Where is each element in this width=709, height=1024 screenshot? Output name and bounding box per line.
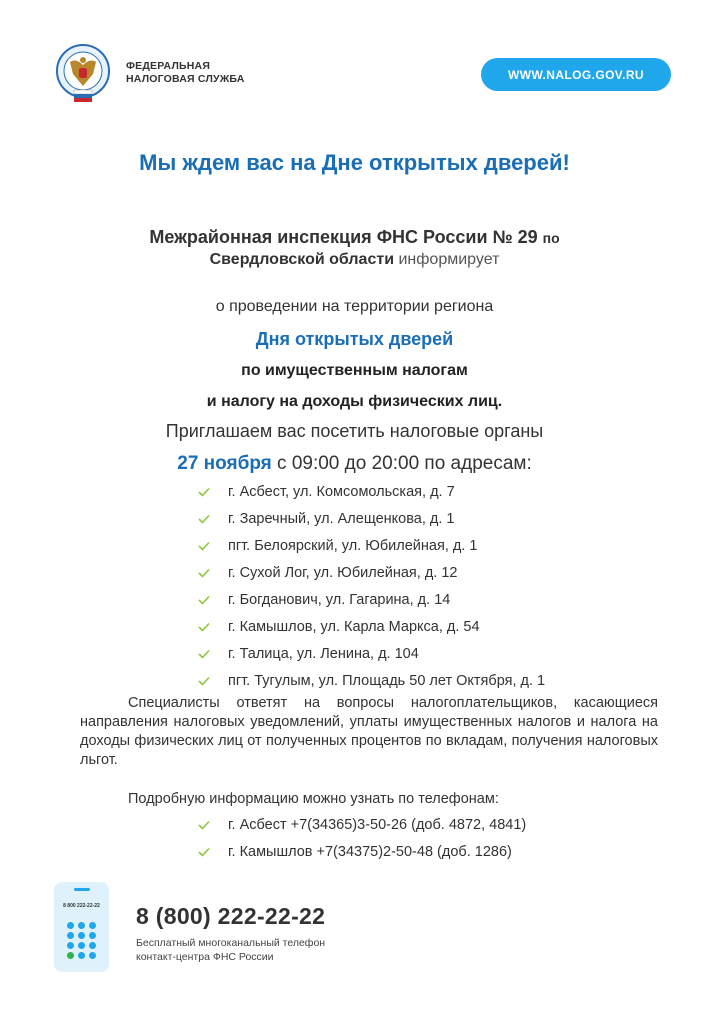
phone-speaker (74, 888, 90, 891)
address-item (198, 564, 458, 582)
event-title: Дня открытых дверей (255, 329, 454, 349)
address-text: г. Талица, ул. Ленина, д. 104 (228, 646, 419, 662)
inspection-name: Межрайонная инспекция ФНС России № 29 (149, 227, 538, 247)
phone-text: г. Камышлов +7(34375)2-50-48 (доб. 1286) (228, 844, 512, 860)
intro-text: о проведении на территории региона (215, 298, 494, 315)
check-icon (198, 847, 210, 857)
phone-item (198, 816, 526, 834)
description-paragraph: Специалисты ответят на вопросы налогоплательщиков, касающиеся направления налоговых уведомлений, уплаты имущественных налогов и налога на доходы физических лиц от полученных процентов по вкладам, получения налоговых льгот. (80, 695, 658, 768)
address-text: пгт. Тугулым, ул. Площадь 50 лет Октября, д. 1 (228, 673, 546, 689)
date-line (0, 453, 709, 475)
address-text: г. Сухой Лог, ул. Юбилейная, д. 12 (228, 565, 458, 581)
event-line2: и налогу на доходы физических лиц. (206, 393, 503, 410)
phone-device-icon (54, 882, 109, 972)
org-name-line1: ФЕДЕРАЛЬНАЯ (126, 60, 211, 72)
check-icon (198, 595, 210, 605)
check-icon (198, 820, 210, 830)
event-time: с 09:00 до 20:00 по адресам: (277, 453, 532, 474)
phone-screen-number: 8 800 222-22-22 (63, 903, 100, 909)
check-icon (198, 487, 210, 497)
hotline-desc-line1: Бесплатный многоканальный телефон (136, 937, 326, 949)
organization-name (126, 60, 245, 86)
address-text: г. Заречный, ул. Алещенкова, д. 1 (228, 511, 455, 527)
check-icon (198, 676, 210, 686)
inspection-line1 (0, 227, 709, 248)
page-title: Мы ждем вас на Дне открытых дверей! (139, 150, 570, 175)
address-item (198, 510, 455, 528)
check-icon (198, 622, 210, 632)
address-text: г. Асбест, ул. Комсомольская, д. 7 (228, 484, 455, 500)
inspection-line2 (0, 251, 709, 269)
address-item (198, 591, 450, 609)
address-item (198, 672, 545, 690)
invite-text: Приглашаем вас посетить налоговые органы (165, 421, 544, 441)
check-icon (198, 649, 210, 659)
check-icon (198, 541, 210, 551)
hotline-number[interactable]: 8 (800) 222-22-22 (136, 903, 326, 929)
event-date: 27 ноября (177, 453, 272, 474)
keypad-icon (67, 922, 97, 959)
more-info-text: Подробную информацию можно узнать по телефонам: (128, 791, 499, 807)
phone-item (198, 843, 512, 861)
check-icon (198, 514, 210, 524)
address-text: г. Камышлов, ул. Карла Маркса, д. 54 (228, 619, 480, 635)
address-item (198, 645, 419, 663)
address-item (198, 537, 477, 555)
check-icon (198, 568, 210, 578)
address-text: пгт. Белоярский, ул. Юбилейная, д. 1 (228, 538, 478, 554)
fns-emblem-icon (56, 40, 110, 106)
event-line1: по имущественным налогам (241, 362, 468, 379)
inspection-informs: информирует (398, 251, 500, 268)
inspection-region: Свердловской области (209, 251, 395, 268)
hotline-description (136, 936, 325, 964)
website-link-button[interactable]: WWW.NALOG.GOV.RU (481, 58, 671, 91)
hotline-desc-line2: контакт-центра ФНС России (136, 951, 274, 963)
inspection-po: по (542, 230, 560, 246)
address-text: г. Богданович, ул. Гагарина, д. 14 (228, 592, 451, 608)
address-item (198, 483, 455, 501)
org-name-line2: НАЛОГОВАЯ СЛУЖБА (126, 73, 245, 85)
address-item (198, 618, 480, 636)
phone-text: г. Асбест +7(34365)3-50-26 (доб. 4872, 4841) (228, 817, 527, 833)
